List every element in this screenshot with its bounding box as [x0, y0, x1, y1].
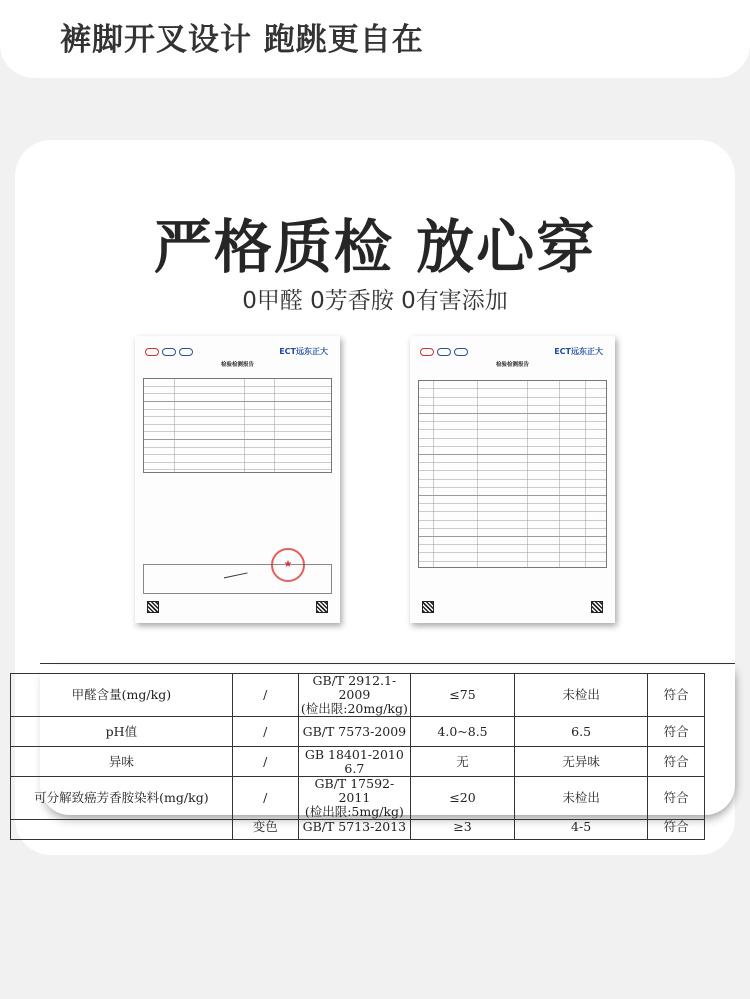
subline: 0甲醛 0芳香胺 0有害添加 [242, 288, 508, 314]
table-row [11, 820, 705, 840]
test-unit: / [232, 777, 298, 820]
results-table [10, 673, 705, 840]
inspection-report-page-2 [410, 336, 615, 623]
test-verdict: 符合 [648, 820, 705, 840]
qr-code-icon [591, 601, 603, 613]
test-requirement: 无 [411, 747, 515, 777]
test-requirement: ≤75 [411, 674, 515, 717]
ilac-logo-icon [162, 348, 176, 356]
lab-brand: ECT远东正大 [279, 347, 328, 356]
test-method [298, 674, 410, 717]
test-item: 甲醛含量(mg/kg) [11, 674, 233, 717]
test-verdict: 符合 [648, 674, 705, 717]
test-result: 无异味 [514, 747, 647, 777]
method-line: GB/T 2912.1-2009 (检出限:20mg/kg) [300, 673, 408, 716]
test-item: 可分解致癌芳香胺染料(mg/kg) [11, 777, 233, 820]
top-caption-banner [0, 0, 750, 78]
cma-logo-icon [145, 348, 159, 356]
test-verdict: 符合 [648, 747, 705, 777]
test-unit: / [232, 717, 298, 747]
test-requirement: 4.0~8.5 [411, 717, 515, 747]
table-row [11, 777, 705, 820]
cnas-logo-icon [454, 348, 468, 356]
test-item [11, 820, 233, 840]
test-method [298, 777, 410, 820]
test-result: 未检出 [514, 777, 647, 820]
official-stamp-icon: ★ [271, 548, 305, 582]
ilac-logo-icon [437, 348, 451, 356]
test-item: pH值 [11, 717, 233, 747]
cnas-logo-icon [179, 348, 193, 356]
test-unit: / [232, 747, 298, 777]
accreditation-logos [420, 348, 468, 356]
test-requirement: ≥3 [411, 820, 515, 840]
qr-code-icon [147, 601, 159, 613]
table-top-border [40, 663, 735, 673]
test-requirement: ≤20 [411, 777, 515, 820]
accreditation-logos [145, 348, 193, 356]
test-unit: 变色 [232, 820, 298, 840]
quality-inspection-card [15, 140, 735, 855]
test-result: 未检出 [514, 674, 647, 717]
inspection-report-page-1 [135, 336, 340, 623]
lab-brand: ECT远东正大 [554, 347, 603, 356]
top-caption: 裤脚开叉设计 跑跳更自在 [60, 22, 424, 58]
test-method: GB/T 7573-2009 [298, 717, 410, 747]
test-item: 异味 [11, 747, 233, 777]
table-row [11, 747, 705, 777]
report-title: 检验检测报告 [495, 362, 529, 368]
headline: 严格质检 放心穿 [153, 213, 597, 281]
table-row [11, 674, 705, 717]
qr-code-icon [422, 601, 434, 613]
report-title: 检验检测报告 [220, 362, 254, 368]
test-results-table [418, 380, 607, 568]
test-unit: / [232, 674, 298, 717]
report-info-table [143, 378, 332, 473]
table-row [11, 717, 705, 747]
test-verdict: 符合 [648, 777, 705, 820]
test-verdict: 符合 [648, 717, 705, 747]
qr-code-icon [316, 601, 328, 613]
test-result: 4-5 [514, 820, 647, 840]
test-method: GB 18401-2010 6.7 [298, 747, 410, 777]
zoomed-results-table [34, 665, 735, 834]
test-method: GB/T 5713-2013 [298, 820, 410, 840]
cma-logo-icon [420, 348, 434, 356]
method-line: GB/T 17592-2011 (检出限:5mg/kg) [304, 776, 404, 819]
test-result: 6.5 [514, 717, 647, 747]
